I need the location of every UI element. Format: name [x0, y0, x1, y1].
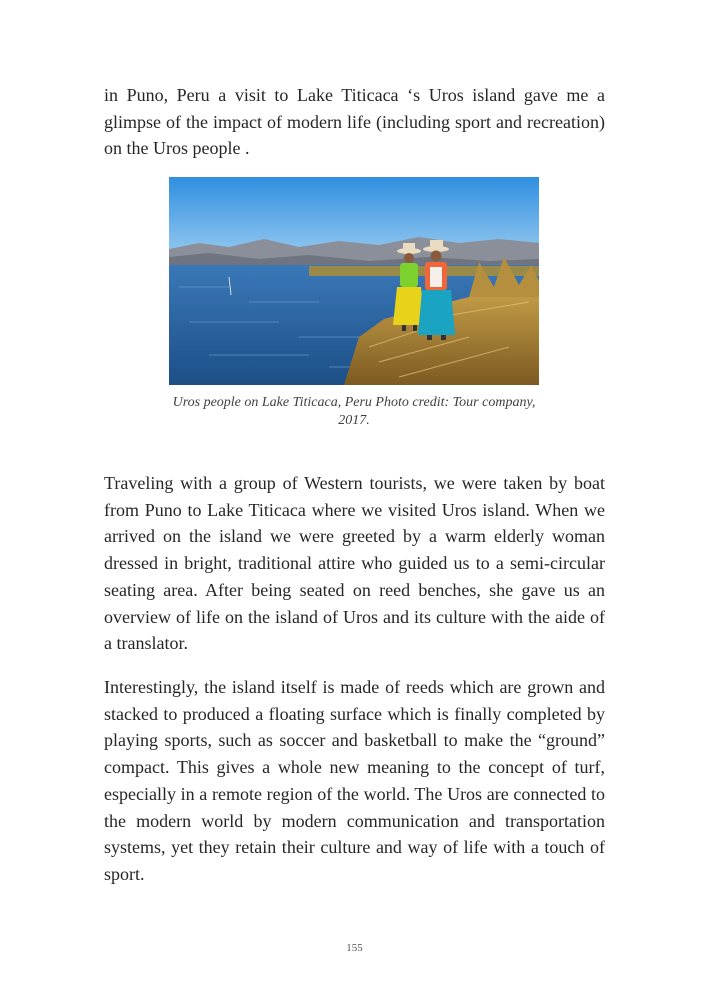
photo-uros-women [169, 177, 539, 385]
page-number: 155 [346, 942, 363, 954]
paragraph-reed-island: Interestingly, the island itself is made of reeds which are grown and stacked to produced a floating surface which is finally completed by playing sports, such as soccer and basketball to make the “ground” compact. This gives a whole new meaning to the concept of turf, especially in a remote region of the world. The Uros are connected to the modern world by modern communication and transportation systems, yet they retain their culture and way of life with a touch of sport. [104, 677, 605, 884]
paragraph-travel: Traveling with a group of Western tourists, we were taken by boat from Puno to Lake Titicaca where we visited Uros island. When we arrived on the island we were greeted by a warm elderly woman dressed in bright, traditional attire who guided us to a semi-circular seating area. After being seated on reed benches, she gave us an overview of life on the island of Uros and its culture with the aide of a translator. [104, 473, 605, 654]
paragraph-intro: in Puno, Peru a visit to Lake Titicaca ‘s Uros island gave me a glimpse of the impact of modern life (including sport and recreation) on the Uros people . [104, 85, 605, 159]
photo-caption: Uros people on Lake Titicaca, Peru Photo credit: Tour company, 2017. [172, 395, 536, 428]
